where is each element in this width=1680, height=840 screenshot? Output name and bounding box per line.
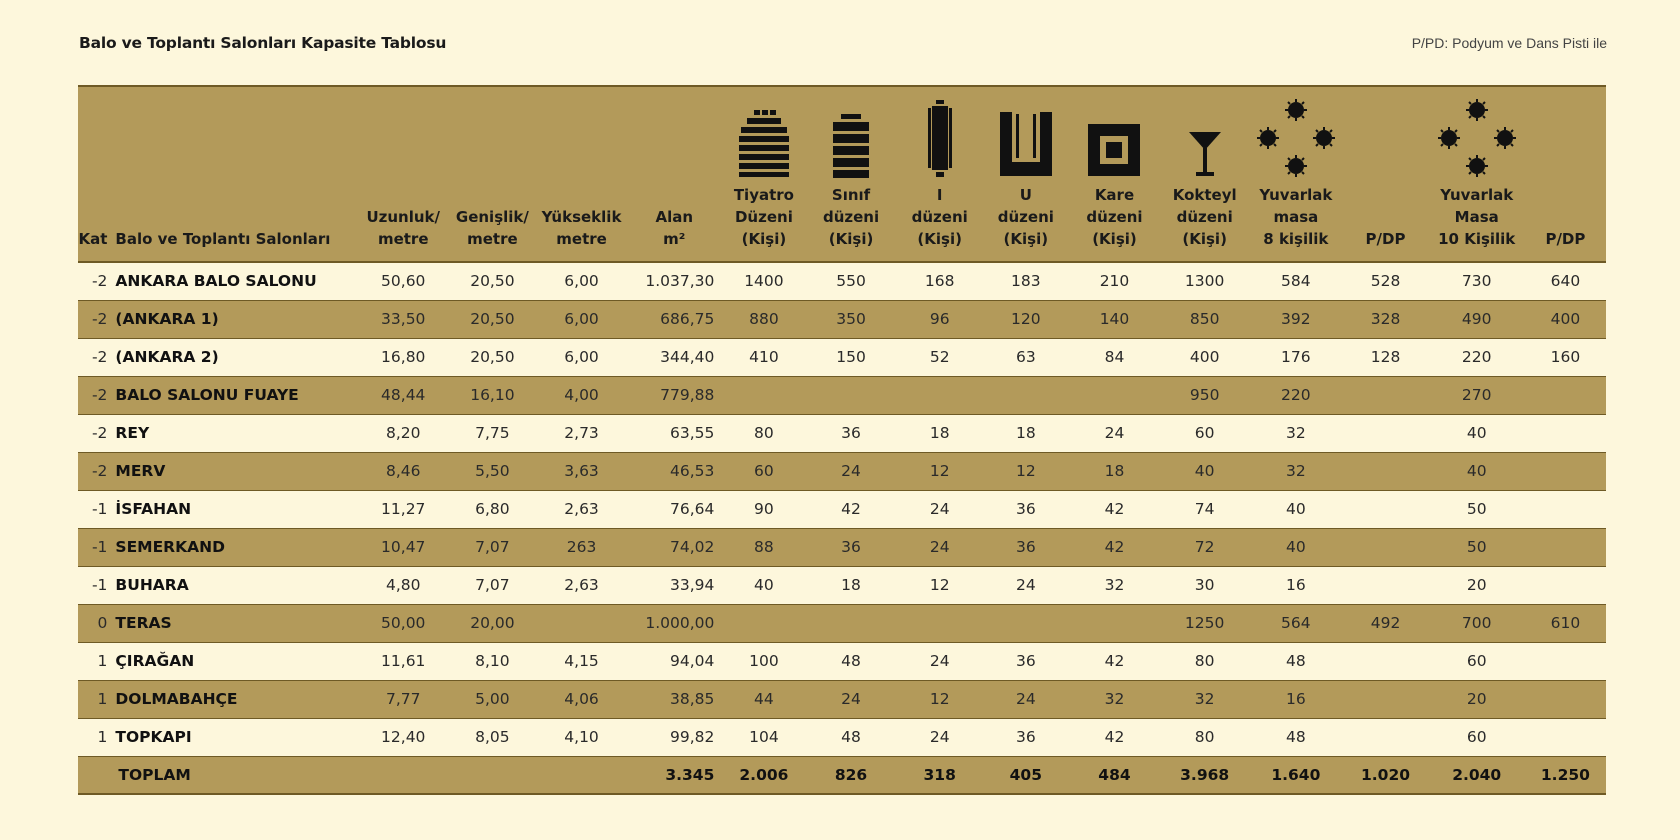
- cell-pdp-1: 528: [1342, 262, 1428, 300]
- cell-yukseklik: 6,00: [537, 338, 626, 376]
- cell-kare: 210: [1069, 262, 1160, 300]
- round-tables-icon: [1437, 98, 1517, 178]
- cell-u: 36: [983, 490, 1069, 528]
- cell-kokteyl: 80: [1160, 642, 1249, 680]
- cell-yuvarlak-8: 220: [1249, 376, 1342, 414]
- cell-alan: 63,55: [626, 414, 722, 452]
- cell-genislik: 8,10: [448, 642, 537, 680]
- cell-genislik: 20,00: [448, 604, 537, 642]
- cell-yuvarlak-8: 48: [1249, 718, 1342, 756]
- cell-alan: 344,40: [626, 338, 722, 376]
- cell-i: [897, 604, 983, 642]
- table-row: [78, 262, 1606, 300]
- cell-genislik: 6,80: [448, 490, 537, 528]
- cell-i: 24: [897, 642, 983, 680]
- cell-sinif: 42: [805, 490, 896, 528]
- cell-genislik: 20,50: [448, 300, 537, 338]
- cell-pdp-1: [1342, 376, 1428, 414]
- cell-kokteyl: 950: [1160, 376, 1249, 414]
- cell-u: 63: [983, 338, 1069, 376]
- cell-pdp-1: [1342, 414, 1428, 452]
- cell-pdp-2: [1525, 718, 1606, 756]
- cell-i: 24: [897, 490, 983, 528]
- cell-genislik: 7,75: [448, 414, 537, 452]
- round-tables-icon: [1256, 98, 1336, 178]
- table-row: [78, 604, 1606, 642]
- cell-tiyatro: 88: [722, 528, 805, 566]
- cell-genislik: 20,50: [448, 338, 537, 376]
- cell-yukseklik: 2,63: [537, 490, 626, 528]
- cell-kat: 0: [78, 604, 110, 642]
- cell-kat: -2: [78, 262, 110, 300]
- total-kat: [78, 756, 110, 794]
- cell-sinif: 18: [805, 566, 896, 604]
- cell-i: 168: [897, 262, 983, 300]
- cell-name: ANKARA BALO SALONU: [110, 262, 358, 300]
- cell-pdp-1: [1342, 490, 1428, 528]
- cell-tiyatro: 104: [722, 718, 805, 756]
- cell-tiyatro: 90: [722, 490, 805, 528]
- theater-seating-icon: [737, 110, 791, 178]
- cell-tiyatro: 60: [722, 452, 805, 490]
- cell-alan: 38,85: [626, 680, 722, 718]
- cell-genislik: 7,07: [448, 528, 537, 566]
- cell-u: 24: [983, 680, 1069, 718]
- cell-yukseklik: 263: [537, 528, 626, 566]
- cell-u: 183: [983, 262, 1069, 300]
- total-kare: 484: [1069, 756, 1160, 794]
- cell-uzunluk: 4,80: [359, 566, 448, 604]
- table-row: [78, 490, 1606, 528]
- cell-kat: -2: [78, 300, 110, 338]
- cell-sinif: [805, 604, 896, 642]
- cell-name: TERAS: [110, 604, 358, 642]
- cell-alan: 1.000,00: [626, 604, 722, 642]
- cell-u: 12: [983, 452, 1069, 490]
- total-u: 405: [983, 756, 1069, 794]
- header-tiyatro: Tiyatro Düzeni (Kişi): [722, 86, 805, 262]
- cell-u: 36: [983, 718, 1069, 756]
- cell-name: (ANKARA 1): [110, 300, 358, 338]
- cell-pdp-2: [1525, 376, 1606, 414]
- header-kokteyl: Kokteyl düzeni (Kişi): [1160, 86, 1249, 262]
- cell-tiyatro: 44: [722, 680, 805, 718]
- cell-alan: 779,88: [626, 376, 722, 414]
- cell-name: MERV: [110, 452, 358, 490]
- cell-kare: [1069, 604, 1160, 642]
- cell-alan: 74,02: [626, 528, 722, 566]
- cell-kare: 32: [1069, 566, 1160, 604]
- cell-tiyatro: 880: [722, 300, 805, 338]
- cell-yuvarlak-10: 20: [1429, 680, 1525, 718]
- cell-name: REY: [110, 414, 358, 452]
- cell-u: [983, 376, 1069, 414]
- cell-uzunluk: 10,47: [359, 528, 448, 566]
- total-i: 318: [897, 756, 983, 794]
- header-kare: Kare düzeni (Kişi): [1069, 86, 1160, 262]
- header-yuvarlak-10: Yuvarlak Masa 10 Kişilik: [1429, 86, 1525, 262]
- table-row: [78, 528, 1606, 566]
- cell-uzunluk: 50,00: [359, 604, 448, 642]
- table-row: [78, 566, 1606, 604]
- cell-pdp-1: [1342, 452, 1428, 490]
- header-pdp-1: P/DP: [1342, 86, 1428, 262]
- cell-alan: 1.037,30: [626, 262, 722, 300]
- total-yukseklik: [537, 756, 626, 794]
- table-row: [78, 718, 1606, 756]
- cell-kokteyl: 80: [1160, 718, 1249, 756]
- cell-name: TOPKAPI: [110, 718, 358, 756]
- cell-kare: 140: [1069, 300, 1160, 338]
- header-pdp-2: P/DP: [1525, 86, 1606, 262]
- cell-sinif: 36: [805, 414, 896, 452]
- total-tiyatro: 2.006: [722, 756, 805, 794]
- cell-uzunluk: 33,50: [359, 300, 448, 338]
- cell-tiyatro: 1400: [722, 262, 805, 300]
- cell-uzunluk: 50,60: [359, 262, 448, 300]
- cell-pdp-2: 610: [1525, 604, 1606, 642]
- cell-genislik: 16,10: [448, 376, 537, 414]
- cell-kare: 42: [1069, 718, 1160, 756]
- total-pdp-1: 1.020: [1342, 756, 1428, 794]
- cell-yukseklik: 6,00: [537, 262, 626, 300]
- cell-kokteyl: 40: [1160, 452, 1249, 490]
- cell-yuvarlak-10: 490: [1429, 300, 1525, 338]
- cell-yuvarlak-8: 16: [1249, 680, 1342, 718]
- cell-sinif: 36: [805, 528, 896, 566]
- cell-kat: -1: [78, 490, 110, 528]
- cell-yuvarlak-8: 32: [1249, 414, 1342, 452]
- cell-name: BALO SALONU FUAYE: [110, 376, 358, 414]
- cell-genislik: 5,00: [448, 680, 537, 718]
- cell-yukseklik: 4,06: [537, 680, 626, 718]
- header-uzunluk: Uzunluk/ metre: [359, 86, 448, 262]
- cell-tiyatro: [722, 376, 805, 414]
- cell-name: DOLMABAHÇE: [110, 680, 358, 718]
- square-seating-icon: [1086, 122, 1142, 178]
- i-shape-seating-icon: [927, 100, 953, 178]
- table-row: [78, 338, 1606, 376]
- cell-yuvarlak-8: 392: [1249, 300, 1342, 338]
- cell-pdp-1: [1342, 642, 1428, 680]
- cell-yuvarlak-8: 32: [1249, 452, 1342, 490]
- cell-yukseklik: 4,15: [537, 642, 626, 680]
- cell-alan: 76,64: [626, 490, 722, 528]
- cell-kokteyl: 32: [1160, 680, 1249, 718]
- cell-yukseklik: [537, 604, 626, 642]
- cell-uzunluk: 11,61: [359, 642, 448, 680]
- cell-tiyatro: 80: [722, 414, 805, 452]
- cell-pdp-2: 160: [1525, 338, 1606, 376]
- cell-kare: 42: [1069, 528, 1160, 566]
- cell-pdp-1: 492: [1342, 604, 1428, 642]
- cell-sinif: 550: [805, 262, 896, 300]
- cell-yuvarlak-10: 730: [1429, 262, 1525, 300]
- cell-alan: 686,75: [626, 300, 722, 338]
- total-kokteyl: 3.968: [1160, 756, 1249, 794]
- total-name: TOPLAM: [110, 756, 358, 794]
- table-row: [78, 414, 1606, 452]
- cell-pdp-2: [1525, 490, 1606, 528]
- cell-u: 24: [983, 566, 1069, 604]
- cell-tiyatro: [722, 604, 805, 642]
- cell-yukseklik: 2,73: [537, 414, 626, 452]
- header-genislik: Genişlik/ metre: [448, 86, 537, 262]
- cell-yuvarlak-8: 40: [1249, 490, 1342, 528]
- cell-kare: 32: [1069, 680, 1160, 718]
- cell-pdp-2: [1525, 642, 1606, 680]
- cell-kare: 42: [1069, 642, 1160, 680]
- cell-uzunluk: 8,46: [359, 452, 448, 490]
- cell-kat: -2: [78, 414, 110, 452]
- cell-kat: -2: [78, 376, 110, 414]
- cell-i: 12: [897, 680, 983, 718]
- cell-yuvarlak-8: 40: [1249, 528, 1342, 566]
- total-yuvarlak-8: 1.640: [1249, 756, 1342, 794]
- cell-sinif: 48: [805, 642, 896, 680]
- header-row: [78, 86, 1606, 262]
- header-name: Balo ve Toplantı Salonları: [110, 86, 358, 262]
- cell-kat: -2: [78, 452, 110, 490]
- cell-kare: 18: [1069, 452, 1160, 490]
- header-yuvarlak-8: Yuvarlak masa 8 kişilik: [1249, 86, 1342, 262]
- header-yukseklik: Yükseklik metre: [537, 86, 626, 262]
- cell-i: [897, 376, 983, 414]
- cell-alan: 94,04: [626, 642, 722, 680]
- cell-yuvarlak-10: 700: [1429, 604, 1525, 642]
- cell-pdp-1: 128: [1342, 338, 1428, 376]
- capacity-table: [78, 85, 1606, 795]
- cell-uzunluk: 8,20: [359, 414, 448, 452]
- total-alan: 3.345: [626, 756, 722, 794]
- cell-i: 24: [897, 718, 983, 756]
- cell-u: 36: [983, 642, 1069, 680]
- cell-yuvarlak-8: 584: [1249, 262, 1342, 300]
- cell-kare: 84: [1069, 338, 1160, 376]
- cell-kare: 42: [1069, 490, 1160, 528]
- header-u: U düzeni (Kişi): [983, 86, 1069, 262]
- cell-yuvarlak-10: 50: [1429, 490, 1525, 528]
- cell-sinif: 24: [805, 452, 896, 490]
- cell-i: 96: [897, 300, 983, 338]
- cell-name: BUHARA: [110, 566, 358, 604]
- cell-yuvarlak-10: 40: [1429, 452, 1525, 490]
- header-sinif: Sınıf düzeni (Kişi): [805, 86, 896, 262]
- legend-note: P/PD: Podyum ve Dans Pisti ile: [1411, 35, 1607, 51]
- cell-i: 24: [897, 528, 983, 566]
- cell-yuvarlak-8: 16: [1249, 566, 1342, 604]
- cell-uzunluk: 11,27: [359, 490, 448, 528]
- cell-yukseklik: 4,00: [537, 376, 626, 414]
- cell-yukseklik: 4,10: [537, 718, 626, 756]
- cell-pdp-1: [1342, 680, 1428, 718]
- cell-kare: 24: [1069, 414, 1160, 452]
- cell-pdp-2: [1525, 414, 1606, 452]
- cell-sinif: 150: [805, 338, 896, 376]
- cell-pdp-1: 328: [1342, 300, 1428, 338]
- cell-kat: 1: [78, 718, 110, 756]
- cocktail-glass-icon: [1187, 130, 1223, 178]
- cell-kat: 1: [78, 642, 110, 680]
- table-row: [78, 376, 1606, 414]
- cell-genislik: 7,07: [448, 566, 537, 604]
- cell-kokteyl: 400: [1160, 338, 1249, 376]
- cell-yuvarlak-8: 176: [1249, 338, 1342, 376]
- cell-i: 18: [897, 414, 983, 452]
- cell-yuvarlak-10: 20: [1429, 566, 1525, 604]
- header-alan: Alan m²: [626, 86, 722, 262]
- cell-yukseklik: 6,00: [537, 300, 626, 338]
- cell-kokteyl: 30: [1160, 566, 1249, 604]
- cell-kat: 1: [78, 680, 110, 718]
- cell-pdp-2: 400: [1525, 300, 1606, 338]
- cell-pdp-1: [1342, 566, 1428, 604]
- cell-yukseklik: 2,63: [537, 566, 626, 604]
- cell-sinif: 24: [805, 680, 896, 718]
- table-row: [78, 680, 1606, 718]
- cell-name: İSFAHAN: [110, 490, 358, 528]
- classroom-seating-icon: [829, 114, 873, 178]
- cell-name: SEMERKAND: [110, 528, 358, 566]
- cell-yuvarlak-10: 220: [1429, 338, 1525, 376]
- cell-genislik: 5,50: [448, 452, 537, 490]
- table-row: [78, 452, 1606, 490]
- cell-uzunluk: 7,77: [359, 680, 448, 718]
- header-kat: Kat: [78, 86, 110, 262]
- total-pdp-2: 1.250: [1525, 756, 1606, 794]
- cell-kokteyl: 850: [1160, 300, 1249, 338]
- cell-uzunluk: 16,80: [359, 338, 448, 376]
- cell-pdp-1: [1342, 718, 1428, 756]
- cell-yuvarlak-10: 60: [1429, 718, 1525, 756]
- cell-pdp-2: [1525, 528, 1606, 566]
- total-yuvarlak-10: 2.040: [1429, 756, 1525, 794]
- cell-tiyatro: 40: [722, 566, 805, 604]
- total-sinif: 826: [805, 756, 896, 794]
- cell-genislik: 20,50: [448, 262, 537, 300]
- page-title: Balo ve Toplantı Salonları Kapasite Tablosu: [79, 34, 447, 52]
- cell-alan: 99,82: [626, 718, 722, 756]
- cell-uzunluk: 12,40: [359, 718, 448, 756]
- cell-yuvarlak-10: 60: [1429, 642, 1525, 680]
- cell-genislik: 8,05: [448, 718, 537, 756]
- cell-kokteyl: 1250: [1160, 604, 1249, 642]
- table-row: [78, 642, 1606, 680]
- cell-tiyatro: 410: [722, 338, 805, 376]
- cell-yukseklik: 3,63: [537, 452, 626, 490]
- cell-pdp-2: [1525, 566, 1606, 604]
- cell-alan: 46,53: [626, 452, 722, 490]
- cell-pdp-2: [1525, 452, 1606, 490]
- total-genislik: [448, 756, 537, 794]
- cell-pdp-2: 640: [1525, 262, 1606, 300]
- cell-yuvarlak-10: 50: [1429, 528, 1525, 566]
- cell-yuvarlak-10: 270: [1429, 376, 1525, 414]
- cell-yuvarlak-8: 564: [1249, 604, 1342, 642]
- cell-pdp-1: [1342, 528, 1428, 566]
- cell-kokteyl: 74: [1160, 490, 1249, 528]
- header-i: I düzeni (Kişi): [897, 86, 983, 262]
- cell-u: 18: [983, 414, 1069, 452]
- cell-kare: [1069, 376, 1160, 414]
- cell-kat: -2: [78, 338, 110, 376]
- cell-kat: -1: [78, 566, 110, 604]
- cell-kokteyl: 72: [1160, 528, 1249, 566]
- cell-u: 36: [983, 528, 1069, 566]
- table-row: [78, 300, 1606, 338]
- cell-i: 12: [897, 452, 983, 490]
- cell-sinif: 48: [805, 718, 896, 756]
- total-uzunluk: [359, 756, 448, 794]
- cell-tiyatro: 100: [722, 642, 805, 680]
- cell-sinif: 350: [805, 300, 896, 338]
- cell-alan: 33,94: [626, 566, 722, 604]
- cell-i: 12: [897, 566, 983, 604]
- cell-yuvarlak-8: 48: [1249, 642, 1342, 680]
- u-shape-seating-icon: [998, 110, 1054, 178]
- cell-kokteyl: 1300: [1160, 262, 1249, 300]
- cell-name: ÇIRAĞAN: [110, 642, 358, 680]
- cell-name: (ANKARA 2): [110, 338, 358, 376]
- cell-u: [983, 604, 1069, 642]
- cell-yuvarlak-10: 40: [1429, 414, 1525, 452]
- cell-kokteyl: 60: [1160, 414, 1249, 452]
- cell-u: 120: [983, 300, 1069, 338]
- cell-sinif: [805, 376, 896, 414]
- cell-pdp-2: [1525, 680, 1606, 718]
- cell-uzunluk: 48,44: [359, 376, 448, 414]
- total-row: [78, 756, 1606, 794]
- cell-i: 52: [897, 338, 983, 376]
- cell-kat: -1: [78, 528, 110, 566]
